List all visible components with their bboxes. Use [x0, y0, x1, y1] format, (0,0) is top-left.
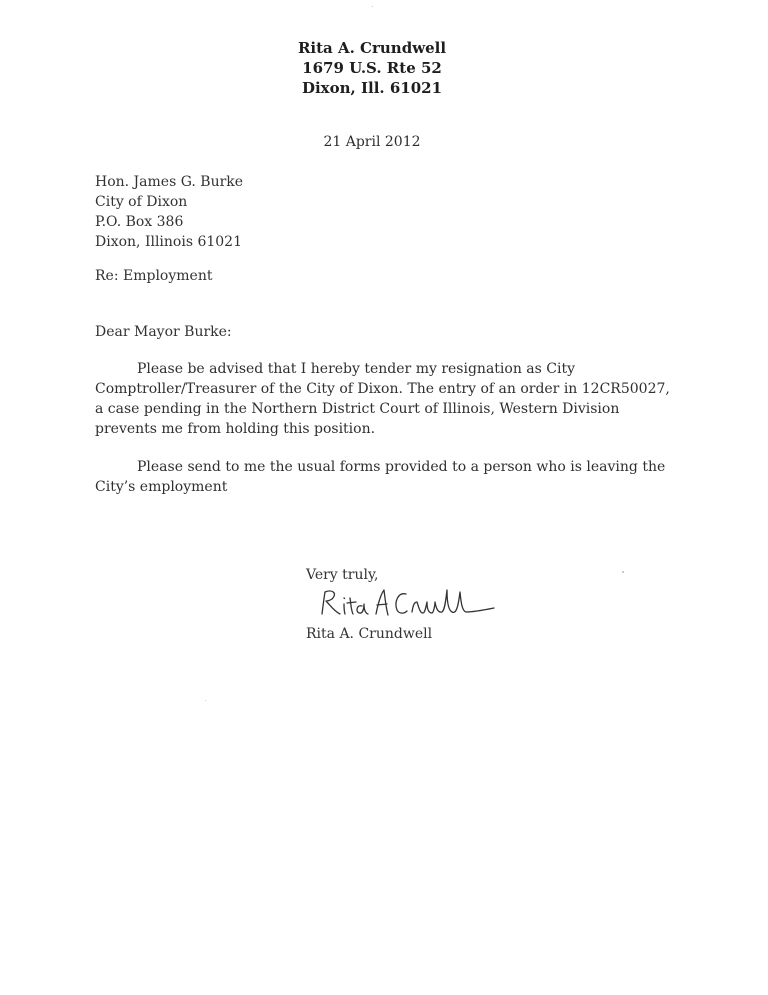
body-line: Comptroller/Treasurer of the City of Dixon. The entry of an order in 12CR50027,: [95, 381, 670, 397]
salutation: Dear Mayor Burke:: [95, 324, 232, 340]
body-paragraph-2: [95, 457, 666, 497]
addressee-name: Hon. James G. Burke: [95, 174, 244, 190]
addressee-city: Dixon, Illinois 61021: [95, 234, 242, 250]
scan-speck: [372, 6, 373, 7]
body-line: City’s employment: [95, 479, 228, 495]
body-paragraph-1: [95, 359, 670, 439]
scan-speck: [622, 571, 624, 573]
signer-name: Rita A. Crundwell: [306, 626, 433, 642]
closing: Very truly,: [306, 567, 379, 583]
addressee-block: [95, 172, 243, 252]
sender-name: Rita A. Crundwell: [297, 39, 447, 57]
handwritten-signature: [314, 584, 504, 624]
sender-city: Dixon, Ill. 61021: [301, 79, 443, 97]
body-line: Please be advised that I hereby tender my resignation as City: [137, 361, 575, 377]
body-line: a case pending in the Northern District Court of Illinois, Western Division: [95, 401, 620, 417]
subject-line: Re: Employment: [95, 268, 213, 284]
scan-speck: [205, 700, 206, 701]
body-line: prevents me from holding this position.: [95, 421, 376, 437]
letterhead: [0, 38, 744, 98]
body-line: Please send to me the usual forms provided to a person who is leaving the: [137, 459, 666, 475]
letter-date: 21 April 2012: [323, 134, 421, 150]
addressee-organization: City of Dixon: [95, 194, 188, 210]
addressee-po-box: P.O. Box 386: [95, 214, 184, 230]
sender-street: 1679 U.S. Rte 52: [302, 59, 442, 77]
